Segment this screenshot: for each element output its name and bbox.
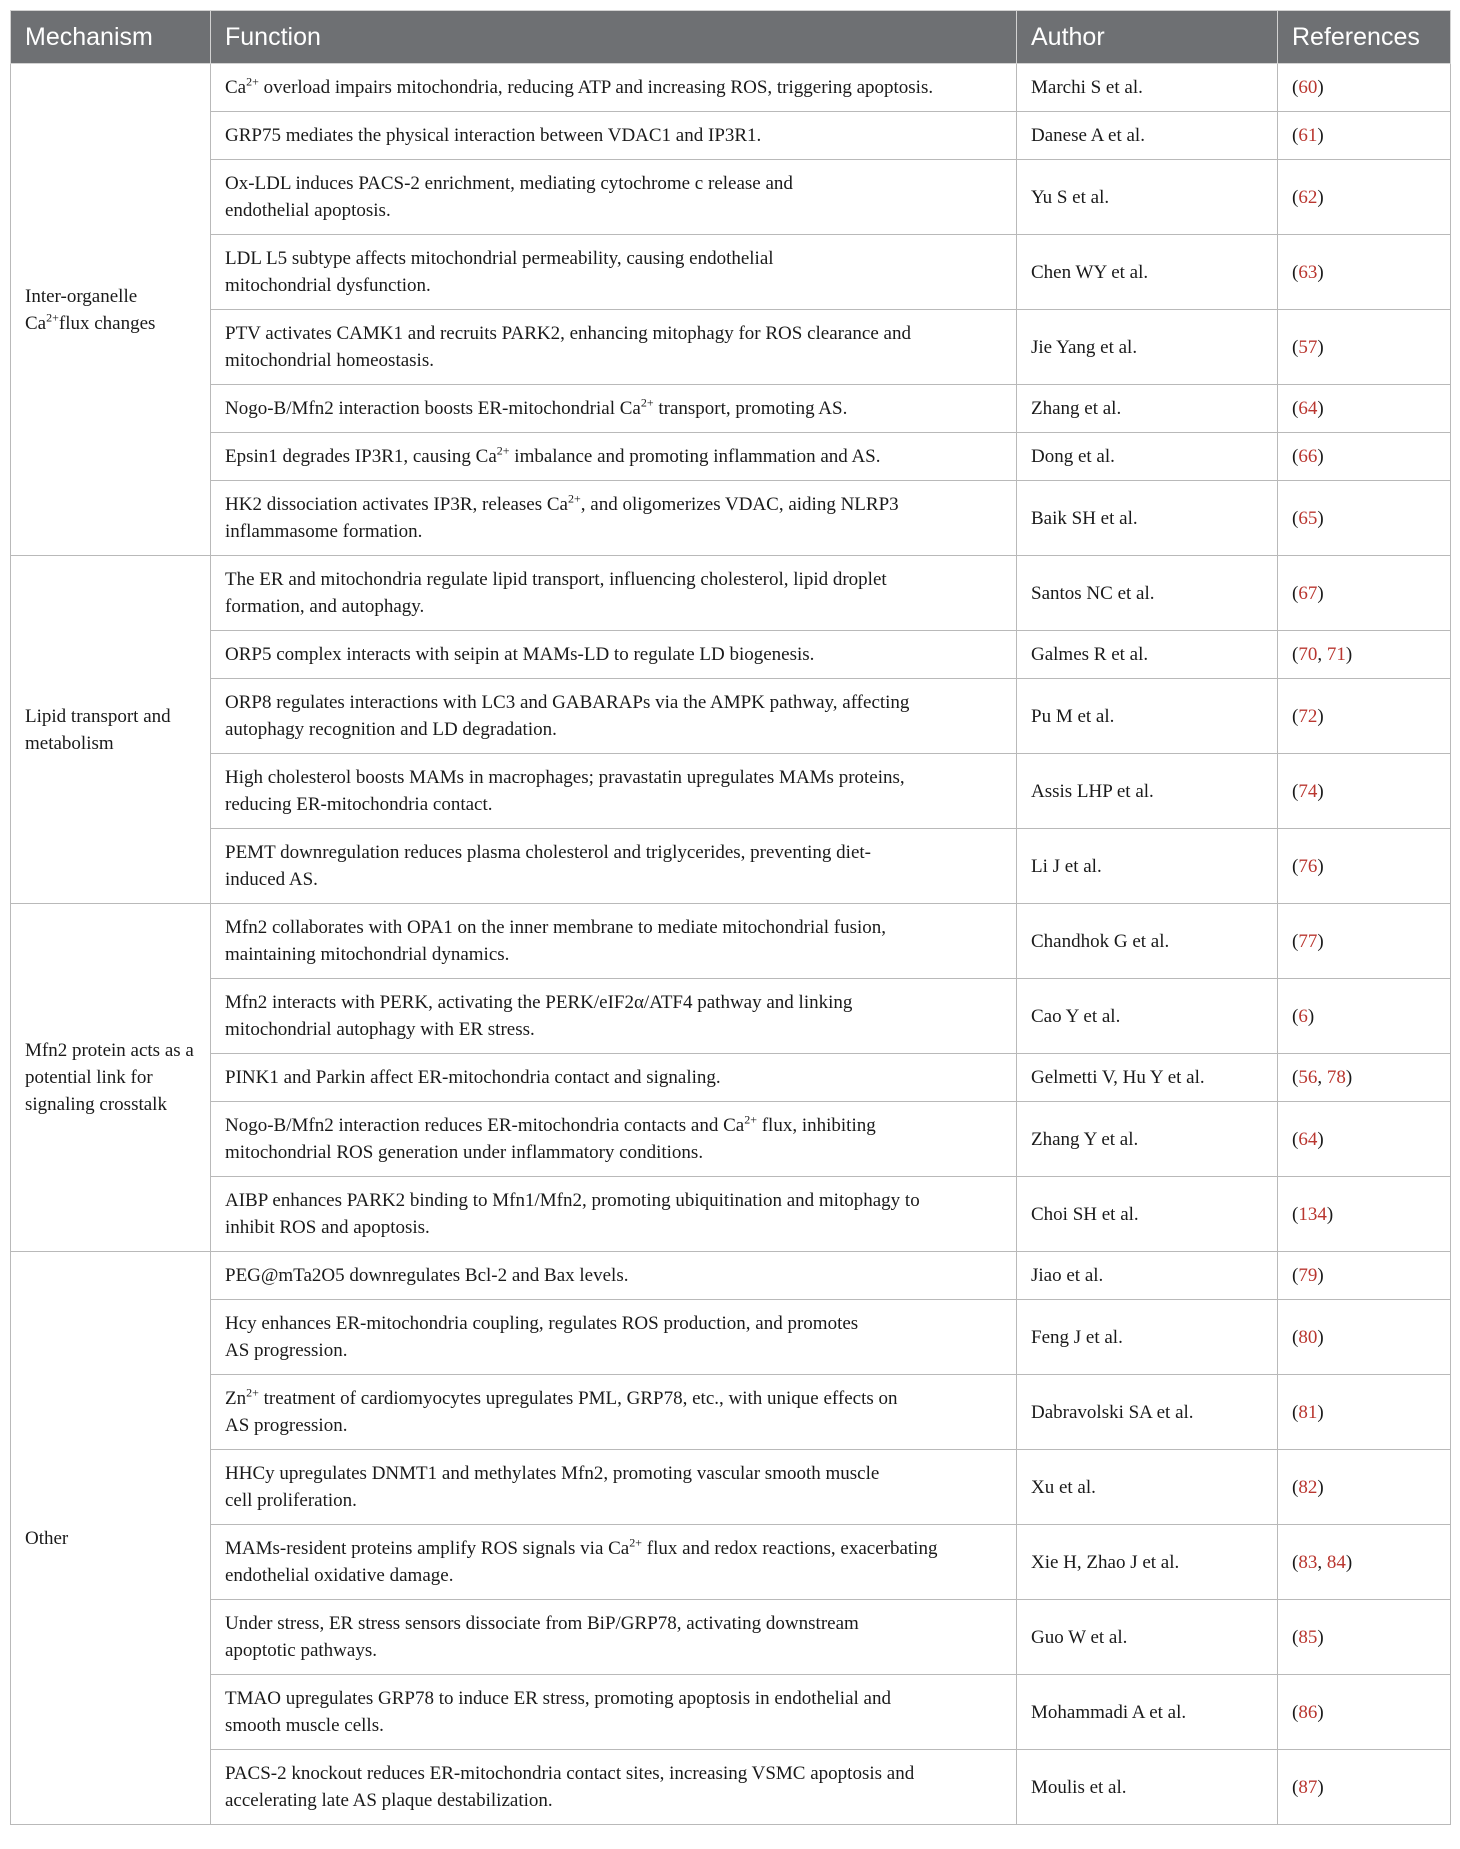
reference-number[interactable]: 78 [1326,1067,1346,1088]
mechanism-cell: Other [11,1252,211,1825]
author-cell: Baik SH et al. [1017,481,1278,556]
table-row [11,829,1451,904]
table-row [11,1525,1451,1600]
charge-superscript: 2+ [567,491,581,506]
header-author: Author [1017,11,1278,64]
function-cell: GRP75 mediates the physical interaction between VDAC1 and IP3R1. [211,112,1017,160]
function-cell: The ER and mitochondria regulate lipid transport, influencing cholesterol, lipid droplet formation, and autophagy. [211,556,1017,631]
reference-number[interactable]: 134 [1298,1203,1327,1225]
table-row [11,979,1451,1054]
function-cell: Hcy enhances ER-mitochondria coupling, regulates ROS production, and promotes AS progression. [211,1300,1017,1375]
function-cell: HK2 dissociation activates IP3R, releases $Ca^{2+}$, and oligomerizes VDAC, aiding NLRP3 inflammasome formation. [211,481,1017,556]
table-header [11,11,1451,64]
table-row [11,1300,1451,1375]
reference-number[interactable]: 56 [1298,1067,1318,1088]
reference-punctuation: ) [1317,1265,1324,1286]
author-cell: Xie H, Zhao J et al. [1017,1525,1278,1600]
reference-number[interactable]: 84 [1326,1551,1346,1573]
reference-link[interactable] [1278,385,1451,433]
reference-punctuation: ) [1317,1476,1324,1498]
table-body [11,64,1451,1825]
function-cell: Under stress, ER stress sensors dissociate from BiP/GRP78, activating downstream apoptotic pathways. [211,1600,1017,1675]
table-row [11,310,1451,385]
reference-number[interactable]: 76 [1298,855,1318,877]
reference-number[interactable]: 83 [1298,1551,1318,1573]
charge-superscript: 2+ [744,1112,757,1127]
reference-punctuation: ( [1292,1476,1299,1498]
reference-number[interactable]: 80 [1298,1326,1318,1348]
reference-number[interactable]: 57 [1298,336,1318,358]
author-cell: Dabravolski SA et al. [1017,1375,1278,1450]
author-cell: Chen WY et al. [1017,235,1278,310]
reference-link[interactable] [1278,1450,1451,1525]
function-cell: $Ca^{2+}$ overload impairs mitochondria, reducing ATP and increasing ROS, triggering apoptosis. [211,64,1017,112]
reference-punctuation: ) [1317,1401,1324,1423]
reference-number[interactable]: 64 [1298,398,1318,419]
reference-link[interactable] [1278,1300,1451,1375]
reference-link[interactable] [1278,1525,1451,1600]
reference-punctuation: ) [1317,125,1324,146]
reference-link[interactable] [1278,310,1451,385]
reference-punctuation: ) [1317,780,1324,802]
reference-link[interactable] [1278,1102,1451,1177]
function-cell: TMAO upregulates GRP78 to induce ER stress, promoting apoptosis in endothelial and smooth muscle cells. [211,1675,1017,1750]
author-cell: Zhang et al. [1017,385,1278,433]
reference-punctuation: ( [1292,1265,1299,1286]
reference-punctuation: ) [1317,855,1324,877]
table-row [11,754,1451,829]
reference-link[interactable] [1278,679,1451,754]
author-cell: Zhang Y et al. [1017,1102,1278,1177]
reference-punctuation: , [1317,1551,1327,1573]
table-row [11,1177,1451,1252]
author-cell: Mohammadi A et al. [1017,1675,1278,1750]
reference-punctuation: ( [1292,1067,1299,1088]
reference-number[interactable]: 6 [1298,1005,1308,1027]
table-row [11,1102,1451,1177]
table-row [11,1375,1451,1450]
reference-link[interactable] [1278,160,1451,235]
author-cell: Assis LHP et al. [1017,754,1278,829]
reference-number[interactable]: 82 [1298,1476,1318,1498]
reference-number[interactable]: 85 [1298,1626,1318,1648]
function-cell: Mfn2 interacts with PERK, activating the PERK/eIF2α/ATF4 pathway and linking mitochondrial autophagy with ER stress. [211,979,1017,1054]
charge-superscript: 2+ [629,1535,643,1550]
reference-punctuation: ( [1292,77,1299,98]
reference-link[interactable] [1278,829,1451,904]
author-cell: Feng J et al. [1017,1300,1278,1375]
author-cell: Dong et al. [1017,433,1278,481]
reference-link[interactable] [1278,112,1451,160]
table-row [11,112,1451,160]
mechanism-cell: Inter-organelle $Ca^{2+}flux$ changes [11,64,211,556]
reference-punctuation: ( [1292,446,1299,467]
function-cell: PACS-2 knockout reduces ER-mitochondria contact sites, increasing VSMC apoptosis and accelerating late AS plaque destabilization. [211,1750,1017,1825]
charge-superscript: 2+ [640,395,654,410]
author-cell: Jiao et al. [1017,1252,1278,1300]
reference-punctuation: ( [1292,644,1299,665]
reference-link[interactable] [1278,481,1451,556]
charge-superscript: 2+ [46,310,59,325]
author-cell: Marchi S et al. [1017,64,1278,112]
reference-punctuation: , [1317,1067,1327,1088]
author-cell: Yu S et al. [1017,160,1278,235]
reference-link[interactable] [1278,433,1451,481]
reference-link[interactable] [1278,1177,1451,1252]
author-cell: Santos NC et al. [1017,556,1278,631]
reference-punctuation: ( [1292,1326,1299,1348]
author-cell: Jie Yang et al. [1017,310,1278,385]
author-cell: Chandhok G et al. [1017,904,1278,979]
table-row [11,1252,1451,1300]
header-mechanism: Mechanism [11,11,211,64]
reference-punctuation: ( [1292,507,1299,529]
reference-punctuation: ( [1292,1401,1299,1423]
reference-punctuation: ) [1317,1326,1324,1348]
function-cell: Ox-LDL induces PACS-2 enrichment, mediating cytochrome c release and endothelial apoptosis. [211,160,1017,235]
reference-punctuation: ( [1292,855,1299,877]
table-row [11,1054,1451,1102]
reference-link[interactable] [1278,64,1451,112]
reference-punctuation: ) [1317,582,1324,604]
reference-link[interactable] [1278,979,1451,1054]
function-cell: HHCy upregulates DNMT1 and methylates Mfn2, promoting vascular smooth muscle cell proliferation. [211,1450,1017,1525]
function-cell: ORP8 regulates interactions with LC3 and GABARAPs via the AMPK pathway, affecting autophagy recognition and LD degradation. [211,679,1017,754]
function-cell: Epsin1 degrades IP3R1, causing $Ca^{2+}$ imbalance and promoting inflammation and AS. [211,433,1017,481]
reference-number[interactable]: 63 [1298,261,1318,283]
reference-punctuation: ( [1292,186,1299,208]
reference-punctuation: ) [1317,186,1324,208]
reference-number[interactable]: 77 [1298,930,1318,952]
header-row [11,11,1451,64]
function-cell: High cholesterol boosts MAMs in macrophages; pravastatin upregulates MAMs proteins, reducing ER-mitochondria contact. [211,754,1017,829]
reference-punctuation: ) [1307,1005,1315,1027]
author-cell: Li J et al. [1017,829,1278,904]
reference-number[interactable]: 74 [1298,780,1318,802]
reference-number[interactable]: 72 [1298,705,1318,727]
table-row [11,433,1451,481]
author-cell: Cao Y et al. [1017,979,1278,1054]
function-cell: AIBP enhances PARK2 binding to Mfn1/Mfn2, promoting ubiquitination and mitophagy to inhibit ROS and apoptosis. [211,1177,1017,1252]
reference-link[interactable] [1278,1252,1451,1300]
author-cell: Galmes R et al. [1017,631,1278,679]
reference-number[interactable]: 79 [1298,1265,1318,1286]
header-references: References [1278,11,1451,64]
charge-superscript: 2+ [246,1385,259,1400]
reference-punctuation: ( [1292,261,1299,283]
reference-punctuation: ) [1317,1128,1324,1150]
reference-punctuation: ) [1317,507,1324,529]
reference-punctuation: ) [1345,644,1353,665]
reference-number[interactable]: 64 [1298,1128,1318,1150]
table-row [11,160,1451,235]
author-cell: Pu M et al. [1017,679,1278,754]
reference-number[interactable]: 71 [1326,644,1346,665]
function-cell: PTV activates CAMK1 and recruits PARK2, enhancing mitophagy for ROS clearance and mitochondrial homeostasis. [211,310,1017,385]
reference-punctuation: ( [1292,125,1299,146]
table-row [11,1750,1451,1825]
function-cell: MAMs-resident proteins amplify ROS signals via $Ca^{2+}$ flux and redox reactions, exacerbating endothelial oxidative damage. [211,1525,1017,1600]
reference-punctuation: ) [1326,1203,1334,1225]
reference-number[interactable]: 87 [1298,1776,1318,1798]
reference-punctuation: ( [1292,1626,1299,1648]
reference-punctuation: ) [1317,930,1324,952]
table-row [11,481,1451,556]
reference-punctuation: ( [1292,1551,1299,1573]
table-row [11,1600,1451,1675]
reference-link[interactable] [1278,904,1451,979]
function-cell: PINK1 and Parkin affect ER-mitochondria contact and signaling. [211,1054,1017,1102]
reference-punctuation: ( [1292,780,1299,802]
reference-punctuation: ( [1292,930,1299,952]
reference-link[interactable] [1278,1600,1451,1675]
reference-punctuation: ( [1292,705,1299,727]
function-cell: Nogo-B/Mfn2 interaction reduces ER-mitochondria contacts and $Ca^{2+}$ flux, inhibiting mitochondrial ROS generation under inflammatory conditions. [211,1102,1017,1177]
reference-link[interactable] [1278,1675,1451,1750]
function-cell: ORP5 complex interacts with seipin at MAMs-LD to regulate LD biogenesis. [211,631,1017,679]
mechanism-cell: Lipid transport and metabolism [11,556,211,904]
reference-punctuation: ) [1345,1551,1353,1573]
author-cell: Gelmetti V, Hu Y et al. [1017,1054,1278,1102]
reference-punctuation: ( [1292,1776,1299,1798]
reference-number[interactable]: 61 [1298,125,1318,146]
author-cell: Danese A et al. [1017,112,1278,160]
author-cell: Choi SH et al. [1017,1177,1278,1252]
function-cell: Nogo-B/Mfn2 interaction boosts ER-mitochondrial $Ca^{2+}$ transport, promoting AS. [211,385,1017,433]
mechanisms-table [10,10,1451,1825]
reference-punctuation: ) [1317,336,1324,358]
table-row [11,1450,1451,1525]
author-cell: Xu et al. [1017,1450,1278,1525]
reference-punctuation: ( [1292,336,1299,358]
function-cell: LDL L5 subtype affects mitochondrial permeability, causing endothelial mitochondrial dysfunction. [211,235,1017,310]
reference-punctuation: ) [1345,1067,1353,1088]
function-cell: Mfn2 collaborates with OPA1 on the inner membrane to mediate mitochondrial fusion, maintaining mitochondrial dynamics. [211,904,1017,979]
header-function: Function [211,11,1017,64]
reference-number[interactable]: 65 [1298,507,1318,529]
charge-superscript: 2+ [246,74,259,89]
reference-number[interactable]: 67 [1298,582,1318,604]
reference-link[interactable] [1278,754,1451,829]
reference-punctuation: ) [1317,398,1324,419]
table-row [11,235,1451,310]
function-cell: PEMT downregulation reduces plasma cholesterol and triglycerides, preventing diet- induced AS. [211,829,1017,904]
table-container [10,10,1450,1825]
reference-number[interactable]: 86 [1298,1701,1318,1723]
reference-number[interactable]: 62 [1298,186,1318,208]
reference-link[interactable] [1278,1375,1451,1450]
table-row [11,556,1451,631]
reference-link[interactable] [1278,556,1451,631]
mechanism-cell: Mfn2 protein acts as a potential link for signaling crosstalk [11,904,211,1252]
reference-link[interactable] [1278,1054,1451,1102]
reference-punctuation: ( [1292,1701,1299,1723]
reference-punctuation: , [1317,644,1327,665]
reference-punctuation: ) [1317,77,1324,98]
reference-number[interactable]: 60 [1298,77,1318,98]
author-cell: Moulis et al. [1017,1750,1278,1825]
reference-punctuation: ) [1317,1776,1324,1798]
table-row [11,1675,1451,1750]
table-row [11,679,1451,754]
reference-punctuation: ) [1317,705,1324,727]
charge-superscript: 2+ [496,443,510,458]
table-row [11,64,1451,112]
author-cell: Guo W et al. [1017,1600,1278,1675]
reference-punctuation: ( [1292,1128,1299,1150]
reference-link[interactable] [1278,235,1451,310]
reference-punctuation: ( [1292,582,1299,604]
function-cell: PEG@mTa2O5 downregulates Bcl-2 and Bax levels. [211,1252,1017,1300]
reference-number[interactable]: 81 [1298,1401,1318,1423]
reference-number[interactable]: 66 [1298,446,1318,467]
reference-punctuation: ) [1317,261,1324,283]
reference-link[interactable] [1278,631,1451,679]
table-row [11,631,1451,679]
reference-punctuation: ( [1292,1203,1299,1225]
reference-punctuation: ( [1292,398,1299,419]
reference-number[interactable]: 70 [1298,644,1318,665]
table-row [11,904,1451,979]
reference-punctuation: ( [1292,1005,1299,1027]
reference-link[interactable] [1278,1750,1451,1825]
function-cell: $Zn^{2+}$ treatment of cardiomyocytes upregulates PML, GRP78, etc., with unique effects on AS progression. [211,1375,1017,1450]
reference-punctuation: ) [1317,1701,1324,1723]
reference-punctuation: ) [1317,446,1324,467]
reference-punctuation: ) [1317,1626,1324,1648]
table-row [11,385,1451,433]
